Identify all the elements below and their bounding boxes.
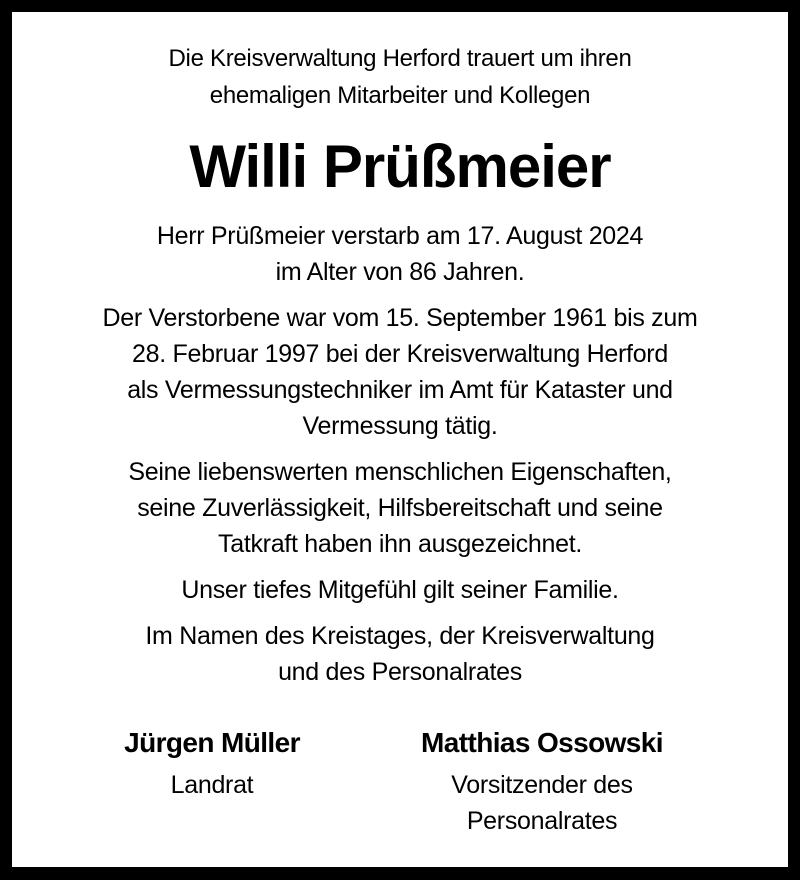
career-line-3: als Vermessungstechniker im Amt für Kataster und xyxy=(127,376,673,404)
signatory-1 xyxy=(82,727,342,803)
deceased-name: Willi Prüßmeier xyxy=(189,133,611,200)
intro-line-2: ehemaligen Mitarbeiter und Kollegen xyxy=(209,82,591,109)
death-info-line-1: Herr Prüßmeier verstarb am 17. August 2024 xyxy=(156,222,644,250)
obituary-notice xyxy=(12,12,788,867)
signatory-name: Jürgen Müller xyxy=(124,727,300,758)
signatory-role: Landrat xyxy=(170,771,254,799)
signatory-role-line-2: Personalrates xyxy=(466,807,618,835)
signatory-2 xyxy=(372,727,712,839)
career-line-1: Der Verstorbene war vom 15. September 1961 bis zum xyxy=(102,304,698,332)
intro-line-1: Die Kreisverwaltung Herford trauert um ihren xyxy=(168,45,632,72)
tribute-line-2: seine Zuverlässigkeit, Hilfsbereitschaft und seine xyxy=(137,494,663,522)
tribute-line-3: Tatkraft haben ihn ausgezeichnet. xyxy=(218,530,582,558)
death-info-line-2: im Alter von 86 Jahren. xyxy=(275,258,525,286)
on-behalf-line-1: Im Namen des Kreistages, der Kreisverwaltung xyxy=(145,622,655,650)
signatory-role-line-1: Vorsitzender des xyxy=(451,771,633,799)
condolence: Unser tiefes Mitgefühl gilt seiner Familie. xyxy=(181,576,619,604)
career-line-2: 28. Februar 1997 bei der Kreisverwaltung Herford xyxy=(132,340,668,368)
career-line-4: Vermessung tätig. xyxy=(302,412,498,440)
signatory-name: Matthias Ossowski xyxy=(421,727,663,758)
on-behalf-line-2: und des Personalrates xyxy=(278,658,522,686)
tribute-line-1: Seine liebenswerten menschlichen Eigenschaften, xyxy=(128,458,672,486)
